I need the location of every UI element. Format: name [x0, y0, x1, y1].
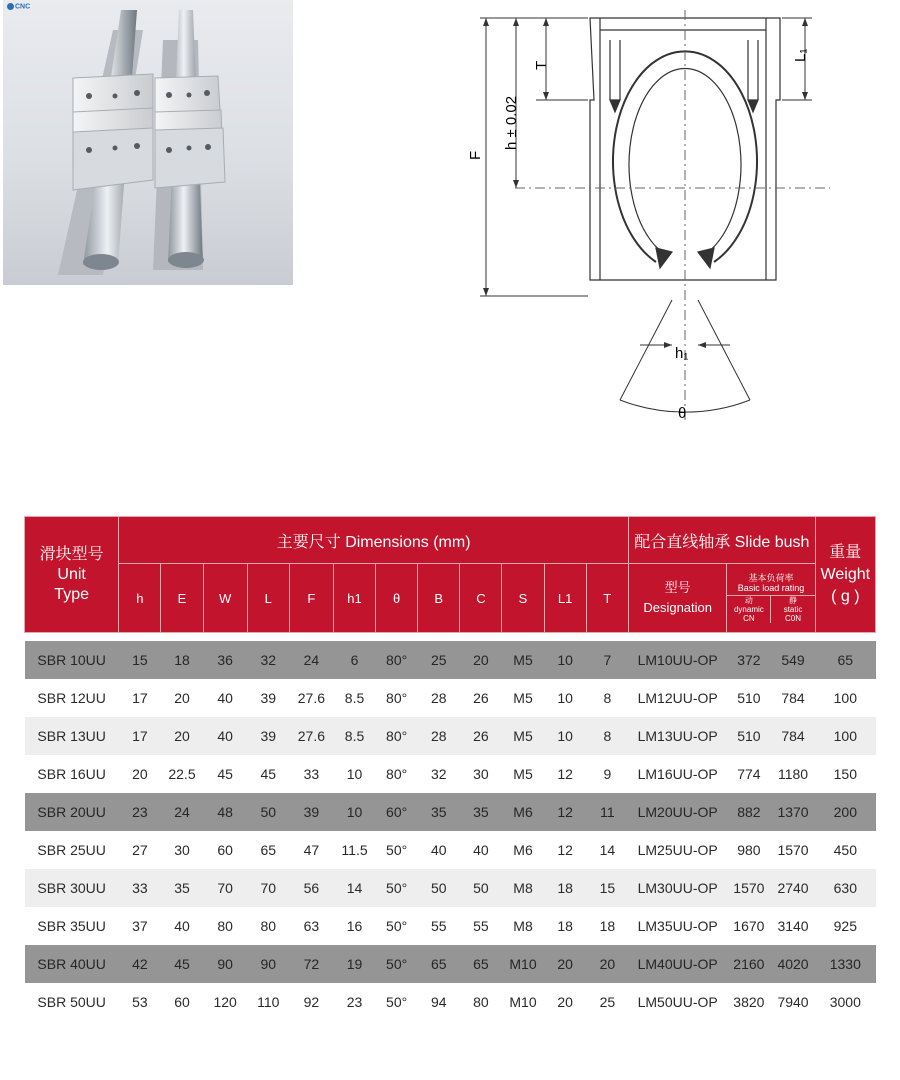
cell-weight: 1330: [815, 945, 875, 983]
cell-c: 35: [460, 793, 502, 831]
cell-h1: 23: [333, 983, 375, 1021]
cell-theta: 50°: [376, 907, 418, 945]
cell-l1: 18: [544, 869, 586, 907]
cell-c: 20: [460, 641, 502, 679]
cell-w: 90: [203, 945, 247, 983]
cell-type: SBR 16UU: [25, 755, 119, 793]
cell-type: SBR 40UU: [25, 945, 119, 983]
cell-theta: 50°: [376, 831, 418, 869]
cell-c: 26: [460, 679, 502, 717]
cell-t: 15: [586, 869, 628, 907]
cell-l1: 10: [544, 717, 586, 755]
cell-c: 80: [460, 983, 502, 1021]
cell-f: 27.6: [289, 679, 333, 717]
cell-l1: 10: [544, 679, 586, 717]
cell-l: 110: [247, 983, 289, 1021]
table-row: [25, 755, 876, 793]
cell-t: 8: [586, 717, 628, 755]
col-header-load-rating: [727, 564, 815, 633]
cell-w: 40: [203, 717, 247, 755]
cell-designation: LM40UU-OP: [629, 945, 727, 983]
cell-s: M10: [502, 983, 544, 1021]
header-unit-en: Unit: [57, 565, 86, 583]
brand-text: CNC: [15, 3, 31, 11]
cell-theta: 50°: [376, 945, 418, 983]
cell-s: M5: [502, 679, 544, 717]
cell-l: 70: [247, 869, 289, 907]
cell-designation: LM30UU-OP: [629, 869, 727, 907]
static-cn: 静: [789, 596, 798, 605]
cell-theta: 60°: [376, 793, 418, 831]
col-header-E: E: [161, 564, 203, 633]
cell-w: 80: [203, 907, 247, 945]
bearing-block-diagram: [460, 0, 840, 430]
header-weight-en: Weight: [820, 565, 871, 583]
table-row: [25, 907, 876, 945]
dim-label-h: h ± 0.02: [503, 95, 520, 150]
dynamic-cn: 动: [744, 596, 753, 605]
cell-s: M5: [502, 755, 544, 793]
cell-l1: 18: [544, 907, 586, 945]
col-header-L: L: [247, 564, 289, 633]
cell-designation: LM20UU-OP: [629, 793, 727, 831]
cell-t: 18: [586, 907, 628, 945]
header-unit-cn: 滑块型号: [39, 545, 104, 563]
dim-label-T: T: [533, 60, 550, 70]
cell-b: 65: [418, 945, 460, 983]
cell-l1: 12: [544, 831, 586, 869]
cell-e: 40: [161, 907, 203, 945]
cell-weight: 100: [815, 679, 875, 717]
col-header-F: F: [289, 564, 333, 633]
cell-e: 24: [161, 793, 203, 831]
header-slide-bush: 配合直线轴承 Slide bush: [629, 517, 816, 564]
cell-type: SBR 50UU: [25, 983, 119, 1021]
cell-type: SBR 12UU: [25, 679, 119, 717]
header-weight-unit: ( g ): [831, 587, 860, 605]
cell-f: 33: [289, 755, 333, 793]
header-weight-cn: 重量: [829, 543, 862, 561]
cell-c: 55: [460, 907, 502, 945]
cell-dynamic: 1570: [727, 869, 771, 907]
cell-f: 72: [289, 945, 333, 983]
cell-dynamic: 2160: [727, 945, 771, 983]
cell-e: 60: [161, 983, 203, 1021]
cell-designation: LM12UU-OP: [629, 679, 727, 717]
cell-l: 45: [247, 755, 289, 793]
cell-static: 1370: [771, 793, 815, 831]
cell-dynamic: 980: [727, 831, 771, 869]
cell-designation: LM10UU-OP: [629, 641, 727, 679]
cell-h1: 8.5: [333, 717, 375, 755]
designation-en: Designation: [643, 600, 712, 615]
cell-h: 37: [119, 907, 161, 945]
cell-t: 14: [586, 831, 628, 869]
table-row: [25, 793, 876, 831]
cell-s: M6: [502, 793, 544, 831]
cell-type: SBR 30UU: [25, 869, 119, 907]
cell-static: 4020: [771, 945, 815, 983]
cell-static: 1180: [771, 755, 815, 793]
cell-l1: 20: [544, 945, 586, 983]
cell-dynamic: 1670: [727, 907, 771, 945]
cell-e: 20: [161, 717, 203, 755]
cell-h1: 8.5: [333, 679, 375, 717]
cell-l: 50: [247, 793, 289, 831]
load-dynamic-header: [727, 596, 771, 623]
cell-weight: 925: [815, 907, 875, 945]
cell-l: 90: [247, 945, 289, 983]
header-weight: [815, 517, 875, 633]
cell-designation: LM16UU-OP: [629, 755, 727, 793]
cell-h: 20: [119, 755, 161, 793]
cell-b: 94: [418, 983, 460, 1021]
cell-c: 50: [460, 869, 502, 907]
cell-type: SBR 10UU: [25, 641, 119, 679]
cell-f: 27.6: [289, 717, 333, 755]
cell-l1: 20: [544, 983, 586, 1021]
cell-c: 30: [460, 755, 502, 793]
cell-e: 30: [161, 831, 203, 869]
cell-theta: 50°: [376, 869, 418, 907]
cell-e: 22.5: [161, 755, 203, 793]
dynamic-unit: CN: [743, 614, 755, 623]
cell-w: 45: [203, 755, 247, 793]
cell-theta: 80°: [376, 717, 418, 755]
cell-dynamic: 882: [727, 793, 771, 831]
cell-f: 24: [289, 641, 333, 679]
cell-b: 50: [418, 869, 460, 907]
cell-l1: 10: [544, 641, 586, 679]
cell-t: 25: [586, 983, 628, 1021]
cell-static: 784: [771, 717, 815, 755]
cell-weight: 150: [815, 755, 875, 793]
dim-label-h1: h₁: [675, 345, 689, 362]
col-header-C: C: [460, 564, 502, 633]
load-subheaders: [727, 596, 814, 623]
cell-static: 784: [771, 679, 815, 717]
cell-designation: LM50UU-OP: [629, 983, 727, 1021]
cell-h: 23: [119, 793, 161, 831]
cell-static: 2740: [771, 869, 815, 907]
cell-b: 40: [418, 831, 460, 869]
cell-e: 18: [161, 641, 203, 679]
cell-designation: LM35UU-OP: [629, 907, 727, 945]
cell-static: 7940: [771, 983, 815, 1021]
cell-e: 20: [161, 679, 203, 717]
col-header-designation: [629, 564, 727, 633]
cell-l1: 12: [544, 793, 586, 831]
cell-f: 47: [289, 831, 333, 869]
cell-s: M6: [502, 831, 544, 869]
cell-t: 8: [586, 679, 628, 717]
table-spacer: [25, 633, 876, 642]
cell-l1: 12: [544, 755, 586, 793]
col-header-W: W: [203, 564, 247, 633]
cell-static: 549: [771, 641, 815, 679]
spec-table-container: [24, 516, 876, 1036]
table-row: [25, 945, 876, 983]
cell-static: 1570: [771, 831, 815, 869]
cell-l: 65: [247, 831, 289, 869]
cell-s: M8: [502, 907, 544, 945]
cell-h1: 11.5: [333, 831, 375, 869]
cell-c: 40: [460, 831, 502, 869]
cell-theta: 80°: [376, 679, 418, 717]
cell-s: M10: [502, 945, 544, 983]
cell-theta: 80°: [376, 755, 418, 793]
cell-h1: 10: [333, 793, 375, 831]
table-row: [25, 717, 876, 755]
cell-s: M5: [502, 641, 544, 679]
cell-f: 39: [289, 793, 333, 831]
cell-h: 17: [119, 717, 161, 755]
linear-rail-photo: [3, 0, 293, 285]
cell-h1: 16: [333, 907, 375, 945]
static-en: static: [783, 605, 803, 614]
col-header-h1: h1: [333, 564, 375, 633]
cross-section-drawing: [460, 0, 840, 430]
cell-b: 25: [418, 641, 460, 679]
dim-label-L1: L₁: [792, 48, 809, 62]
col-header-T: T: [586, 564, 628, 633]
cell-h: 15: [119, 641, 161, 679]
brand-mark-icon: [7, 3, 14, 10]
cell-b: 28: [418, 679, 460, 717]
cell-b: 28: [418, 717, 460, 755]
cell-dynamic: 774: [727, 755, 771, 793]
cell-h: 27: [119, 831, 161, 869]
cell-type: SBR 20UU: [25, 793, 119, 831]
cell-weight: 100: [815, 717, 875, 755]
cell-e: 45: [161, 945, 203, 983]
cell-dynamic: 510: [727, 679, 771, 717]
cell-type: SBR 13UU: [25, 717, 119, 755]
col-header-B: B: [418, 564, 460, 633]
cell-b: 55: [418, 907, 460, 945]
cell-s: M8: [502, 869, 544, 907]
cell-w: 48: [203, 793, 247, 831]
cell-w: 120: [203, 983, 247, 1021]
cell-weight: 200: [815, 793, 875, 831]
cell-static: 3140: [771, 907, 815, 945]
cell-h1: 19: [333, 945, 375, 983]
header-dimensions: 主要尺寸 Dimensions (mm): [119, 517, 629, 564]
dynamic-en: dynamic: [733, 605, 764, 614]
cell-dynamic: 3820: [727, 983, 771, 1021]
cell-t: 7: [586, 641, 628, 679]
spec-rows: [25, 641, 876, 1021]
cell-c: 65: [460, 945, 502, 983]
cell-h1: 6: [333, 641, 375, 679]
cell-w: 60: [203, 831, 247, 869]
cell-f: 56: [289, 869, 333, 907]
col-header-h: h: [119, 564, 161, 633]
load-title-cn: 基本负荷率: [748, 573, 794, 583]
col-header-S: S: [502, 564, 544, 633]
brand-logo: [7, 3, 30, 10]
cell-designation: LM25UU-OP: [629, 831, 727, 869]
table-row: [25, 641, 876, 679]
cell-b: 35: [418, 793, 460, 831]
cell-c: 26: [460, 717, 502, 755]
cell-h: 42: [119, 945, 161, 983]
cell-f: 63: [289, 907, 333, 945]
cell-t: 9: [586, 755, 628, 793]
table-row: [25, 679, 876, 717]
cell-weight: 450: [815, 831, 875, 869]
cell-t: 11: [586, 793, 628, 831]
cell-weight: 3000: [815, 983, 875, 1021]
cell-h: 33: [119, 869, 161, 907]
cell-b: 32: [418, 755, 460, 793]
load-static-header: [771, 596, 814, 623]
cell-w: 40: [203, 679, 247, 717]
cell-h1: 14: [333, 869, 375, 907]
cell-h: 17: [119, 679, 161, 717]
cell-l: 39: [247, 717, 289, 755]
table-row: [25, 831, 876, 869]
spec-table: [24, 516, 876, 1021]
cell-type: SBR 35UU: [25, 907, 119, 945]
cell-l: 39: [247, 679, 289, 717]
static-unit: C0N: [785, 614, 802, 623]
cell-weight: 65: [815, 641, 875, 679]
header-type-en: Type: [54, 585, 89, 603]
load-rating-title: [727, 573, 814, 596]
cell-e: 35: [161, 869, 203, 907]
dim-label-theta: θ: [678, 405, 687, 422]
table-row: [25, 869, 876, 907]
designation-cn: 型号: [664, 580, 691, 595]
col-header-L1: L1: [544, 564, 586, 633]
cell-s: M5: [502, 717, 544, 755]
cell-w: 36: [203, 641, 247, 679]
product-photo: [3, 0, 293, 285]
cell-weight: 630: [815, 869, 875, 907]
cell-t: 20: [586, 945, 628, 983]
cell-type: SBR 25UU: [25, 831, 119, 869]
load-title-en: Basic load rating: [737, 583, 805, 593]
dim-label-F: F: [467, 150, 484, 160]
cell-l: 32: [247, 641, 289, 679]
cell-w: 70: [203, 869, 247, 907]
cell-dynamic: 510: [727, 717, 771, 755]
cell-h: 53: [119, 983, 161, 1021]
cell-theta: 80°: [376, 641, 418, 679]
cell-theta: 50°: [376, 983, 418, 1021]
cell-h1: 10: [333, 755, 375, 793]
col-header-theta: θ: [376, 564, 418, 633]
header-unit-type: [25, 517, 119, 633]
cell-l: 80: [247, 907, 289, 945]
cell-designation: LM13UU-OP: [629, 717, 727, 755]
cell-dynamic: 372: [727, 641, 771, 679]
cell-f: 92: [289, 983, 333, 1021]
table-row: [25, 983, 876, 1021]
